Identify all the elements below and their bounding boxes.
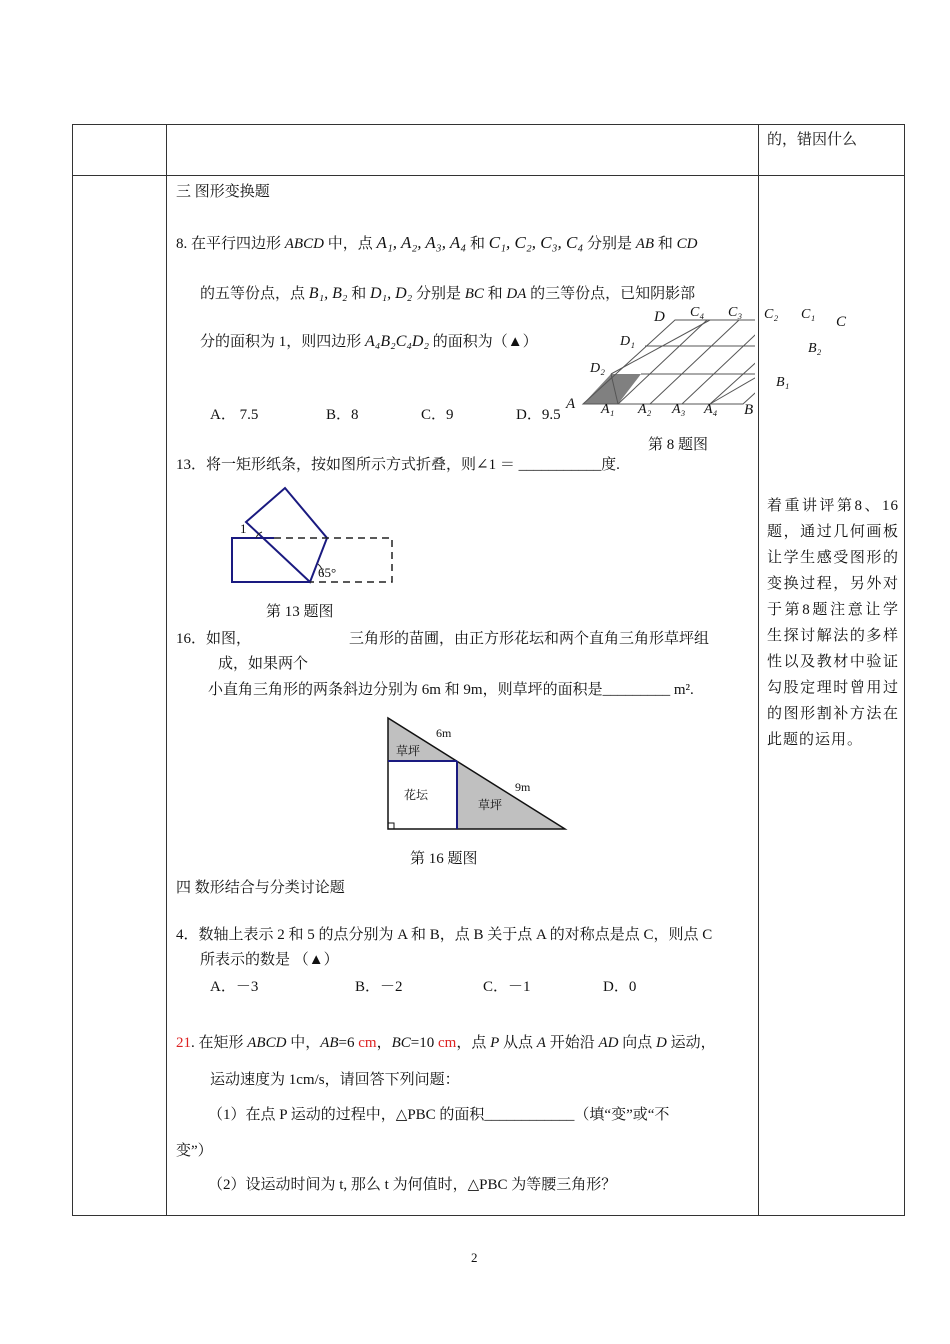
fig16-lawn-label-2: 草坪	[478, 798, 503, 812]
fig8-label-B: B	[744, 402, 754, 418]
q8-option-a: A． 7.5	[210, 407, 259, 423]
fig16-length-9m: 9m	[515, 780, 531, 794]
fig8-label-D2: D₂	[590, 361, 605, 376]
right-top-text: 的，错因什么	[767, 132, 858, 148]
table-row-divider	[72, 175, 905, 176]
figure-13	[222, 480, 397, 590]
q8-option-d: D．9.5	[516, 407, 561, 423]
fig13-caption: 第 13 题图	[266, 604, 334, 620]
q21-sub1: （1）在点 P 运动的过程中，△PBC 的面积____________（填“变”或“不	[208, 1107, 670, 1123]
fig8-label-C1: C₁	[801, 307, 816, 322]
q8-line1: 8. 在平行四边形 ABCD 中，点 A₁, A₂, A₃, A₄ 和 C₁, C₂, C₃, C₄ 分别是 AB 和 CD	[176, 233, 698, 252]
q8-option-c: C．9	[421, 407, 454, 423]
fig8-label-B1: B₁	[776, 375, 790, 390]
fig16-length-6m: 6m	[436, 726, 452, 740]
fig8-label-C2: C₂	[764, 307, 779, 322]
table-top-border	[72, 124, 905, 125]
fig8-label-A: A	[566, 396, 576, 412]
q4-option-b: B．－2	[355, 979, 403, 995]
q13-text: 13．将一矩形纸条，按如图所示方式折叠，则∠1 ＝ ___________度.	[176, 457, 620, 473]
table-left-border	[72, 124, 73, 1216]
q4-option-d: D．0	[603, 979, 637, 995]
table-bottom-border	[72, 1215, 905, 1216]
fig8-label-A2: A₂	[638, 402, 652, 417]
fig16-caption: 第 16 题图	[410, 851, 478, 867]
q4-line2: 所表示的数是 （▲）	[200, 952, 339, 968]
fig8-label-B2: B₂	[808, 341, 822, 356]
table-col-divider-2	[758, 124, 759, 1216]
page-number: 2	[471, 1250, 478, 1265]
fig8-caption: 第 8 题图	[648, 437, 709, 453]
table-right-border	[904, 124, 905, 1216]
q4-option-a: A．－3	[210, 979, 259, 995]
fig8-label-C: C	[836, 314, 847, 330]
fig8-label-A3: A₃	[672, 402, 686, 417]
fig8-label-C4: C₄	[690, 305, 705, 320]
teaching-notes: 着重讲评第8、16题，通过几何画板让学生感受图形的变换过程，另外对于第8题注意让学生探讨解法的多样性以及教材中验证勾股定理时曾用过的图形割补方法在此题的运用。	[767, 498, 899, 748]
q4-line1: 4．数轴上表示 2 和 5 的点分别为 A 和 B，点 B 关于点 A 的对称点是点 C，则点 C	[176, 927, 713, 943]
q16-line2: 成，如果两个	[218, 656, 309, 672]
q21-sub2: （2）设运动时间为 t, 那么 t 为何值时，△PBC 为等腰三角形？	[208, 1177, 617, 1193]
q21-line2: 运动速度为 1cm/s，请回答下列问题：	[210, 1072, 460, 1088]
table-col-divider-1	[166, 124, 167, 1216]
q4-option-c: C．－1	[483, 979, 531, 995]
section4-heading: 四 数形结合与分类讨论题	[176, 880, 345, 896]
q8-line3: 分的面积为 1，则四边形 A₄B₂C₄D₂ 的面积为（▲）	[200, 333, 538, 350]
figure-16	[380, 712, 570, 834]
q21-sub1-cont: 变”）	[176, 1143, 213, 1159]
fig13-angle-65: 65°	[318, 565, 337, 580]
fig13-angle-1: 1	[240, 521, 247, 536]
fig8-label-C3: C₃	[728, 305, 743, 320]
fig8-label-A1: A₁	[601, 402, 615, 417]
q16-line1: 16．如图， 三角形的苗圃，由正方形花坛和两个直角三角形草坪组	[176, 631, 710, 647]
section3-heading: 三 图形变换题	[176, 184, 270, 200]
q8-option-b: B．8	[326, 407, 359, 423]
q8-line2: 的五等份点，点 B₁, B₂ 和 D₁, D₂ 分别是 BC 和 DA 的三等份点，已知阴影部	[200, 285, 696, 302]
fig16-lawn-label-1: 草坪	[396, 744, 421, 758]
q16-line3: 小直角三角形的两条斜边分别为 6m 和 9m，则草坪的面积是_________ m².	[208, 682, 694, 698]
fig8-label-D: D	[654, 309, 665, 325]
fig8-label-A4: A₄	[704, 402, 718, 417]
q21-line1: 21. 在矩形 ABCD 中，AB=6 cm，BC=10 cm，点 P 从点 A 开始沿 AD 向点 D 运动，	[176, 1035, 716, 1051]
fig16-bed-label: 花坛	[404, 788, 429, 802]
fig8-label-D1: D₁	[620, 334, 635, 349]
